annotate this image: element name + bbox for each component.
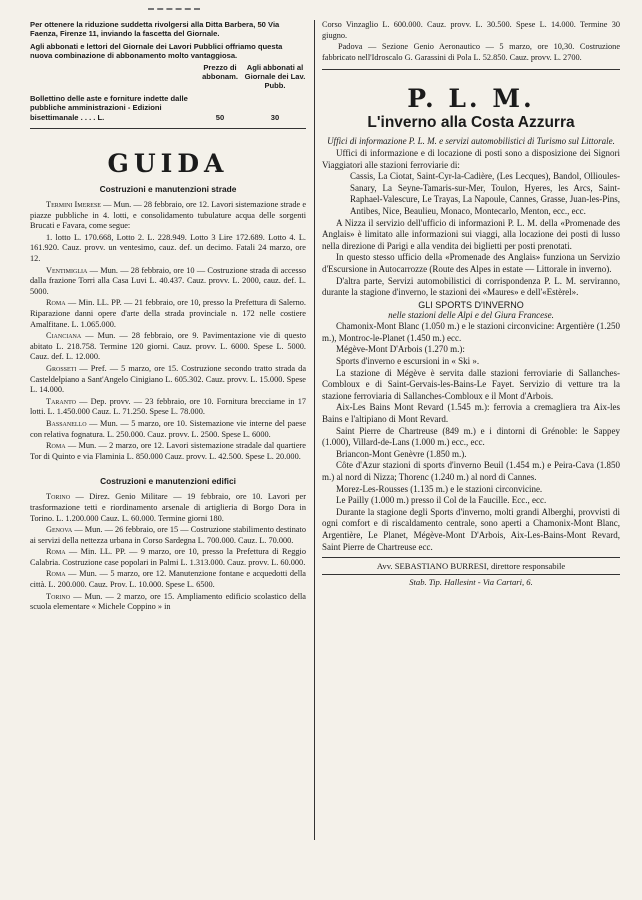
entry-text: 1. lotto L. 170.668, Lotto 2. L. 228.949. Lotto 3 Lire 172.689. Lotto 4. L. 161.920. Cauz. provv. un ventesimo, cauz. def. un decimo. Fatali 24 marzo, ore 12.: [30, 232, 306, 264]
entry-location: Roma: [46, 547, 66, 557]
guida-entry: [30, 492, 306, 524]
plm-paragraph: Sports d'inverno e escursioni in « Ski ».: [336, 356, 480, 367]
entry-text: — Mun. — 28 febbraio, ore 10 — Costruzione strada di accesso dalla frazione Torri alla Casa Luvi L. 40.437. Cauz. provv. L. 2000, cauz. def. L. 5000.: [30, 265, 306, 296]
bollettino-row: [30, 94, 306, 122]
section-title-strade: Costruzioni e manutenzioni strade: [99, 184, 237, 195]
edifici-list: [30, 492, 306, 613]
guida-entry: [30, 364, 306, 396]
plm-paragraph: Mégève-Mont D'Arbois (1.270 m.):: [336, 344, 465, 355]
entry-location: Termini Imerese: [46, 200, 101, 210]
entry-location: Roma: [46, 569, 66, 579]
newspaper-page: [30, 8, 620, 868]
section-divider-right: [322, 69, 620, 70]
guida-entry: [30, 331, 306, 363]
bollettino-label: Bollettino delle aste e forniture indette dalle pubbliche amministrazioni - Edizioni bisettimanale . . . . L.: [30, 94, 188, 122]
guida-entry: [30, 233, 306, 265]
price-header: [30, 63, 306, 90]
plm-paragraph: Morez-Les-Rousses (1.135 m.) e le stazioni circonvicine.: [336, 483, 543, 494]
entry-text: — Min. LL. PP. — 21 febbraio, ore 10, presso la Prefettura di Salerno. Riparazione danni opere d'arte della strada provinciale n. 172 nelle costiere Amalfitane. L. 1.065.000.: [30, 298, 306, 329]
plm-station-list: Cassis, La Ciotat, Saint-Cyr-la-Cadière, (Les Lecques), Bandol, Ollioules-Sanary, La Seyne-Tamaris-sur-Mer, Toulon, Hyeres, les Arcs, Saint-Raphael-Valescure, Le Trayas, La Napoule, Cannes, Grasse, Juan-les-Pins, Antibes, Nice, Beaulieu, Monaco, Montecarlo, Menton, ecc., ecc.: [350, 171, 620, 216]
price-value: 50: [215, 112, 225, 122]
entry-text: — Direz. Genio Militare — 19 febbraio, ore 10. Lavori per trasformazione tetti e riordinamento arsenale di artiglieria di Borgo Dora in Torino. L. 1.200.000 Cauz. L. 60.000. Termine giorni 180.: [30, 492, 306, 523]
entry-location: Genova: [46, 525, 73, 535]
right-column: [322, 20, 620, 587]
entry-location: Grosseti: [46, 363, 77, 373]
entry-text: — Dep. provv. — 23 febbraio, ore 10. Fornitura brecciame in 17 lotti. L. 1.450.000 Cauz. L. 71.250. Spese L. 78.000.: [30, 396, 306, 417]
guida-entry: [30, 419, 306, 440]
guida-title: GUIDA: [107, 149, 229, 179]
subscriber-value: 30: [270, 112, 280, 122]
plm-paragraph: Aix-Les Bains Mont Revard (1.545 m.): ferrovia a cremagliera tra Aix-les Bains e l'altipiano di Mont Revard.: [322, 402, 620, 425]
plm-intro: Uffici di informazione P. L. M. e servizi automobilistici di Turismo sul Littorale.: [327, 136, 615, 147]
guida-entry: [30, 266, 306, 298]
guida-entry: [30, 547, 306, 568]
subscriber-col-header: Agli abbonati al Giornale dei Lav. Pubb.: [244, 63, 306, 91]
entry-text: — Mun. — 5 marzo, ore 10. Sistemazione vie interne del paese con relativa fognatura. L. 250.000. Cauz. provv. L. 2500. Spese L. 6000.: [30, 418, 306, 439]
entry-location: Roma: [46, 441, 66, 451]
guida-entry: [30, 569, 306, 590]
section-divider: [30, 128, 306, 129]
entry-text: — Mun. — 2 marzo, ore 12. Lavori sistemazione stradale dal quartiere Tor di Quinto e via Flaminia L. 850.000 Cauz. provv. L. 42.500. Spese L. 20.000.: [30, 441, 306, 461]
sports-title: GLI SPORTS D'INVERNO: [418, 299, 524, 310]
padova-entry: Padova — Sezione Genio Aeronautico — 5 marzo, ore 10,30. Costruzione fabbricato nell'Idroscalo G. Garassini di Pola L. 52.850. Cauz. provv. L. 2700.: [322, 42, 620, 62]
director-line: Avv. SEBASTIANO BURRESI, direttore responsabile: [322, 557, 620, 575]
plm-paragraph: Briancon-Mont Genèvre (1.850 m.).: [336, 448, 467, 459]
entry-location: Ventimiglia: [46, 265, 88, 275]
plm-title: P. L. M.: [407, 84, 535, 114]
plm-paragraph: Saint Pierre de Chartreuse (849 m.) e i dintorni di Grénoble: le Sappey (1.000), Villard-de-Lans (1.000 m.) ecc., ecc.: [322, 425, 620, 448]
guida-entry: [30, 525, 306, 546]
plm-subtitle: L'inverno alla Costa Azzurra: [367, 114, 575, 132]
plm-paragraph: A Nizza il servizio dell'ufficio di informazioni P. L. M. della «Promenade des Anglais» è limitato alle informazioni sui viaggi, alla locazione dei posti di lusso nella direzione di Parigi e alla vendita dei biglietti per posti prenotati.: [322, 217, 620, 251]
guida-entry: [30, 298, 306, 330]
entry-location: Torino: [46, 492, 71, 502]
section-title-edifici: Costruzioni e manutenzioni edifici: [100, 476, 236, 487]
printer-line: Stab. Tip. Hallesint - Via Cartari, 6.: [409, 577, 533, 588]
notice-text-2: Agli abbonati e lettori del Giornale dei Lavori Pubblici offriamo questa nuova combinazione di abbonamento molto vantaggiosa.: [30, 41, 283, 60]
entry-text: — Mun. — 26 febbraio, ore 15 — Costruzione stabilimento destinato ai servizi della nettezza urbana in Corso Sardegna L. 700.000. Cauz. L. 70.000.: [30, 525, 306, 545]
plm-paragraph: Côte d'Azur stazioni di sports d'inverno Beuil (1.454 m.) e Peira-Cava (1.850 m.) al nord di Nizza; Thorenc (1.240 m.) al nord di Cannes.: [322, 460, 620, 482]
entry-text: — Pref. — 5 marzo, ore 15. Costruzione secondo tratto strada da Casteldelpiano a Sant'Angelo Cinigiano L. 605.302. Cauz. provv. L. 15.000. Spese L. 14.000.: [30, 363, 306, 395]
entry-text: — Mun. — 2 marzo, ore 15. Ampliamento edificio scolastico della scuola elementare « Michele Coppino » in: [30, 591, 306, 612]
price-col-header: Prezzo di abbonam.: [202, 63, 238, 82]
continued-entry: Corso Vinzaglio L. 600.000. Cauz. provv. L. 30.500. Spese L. 14.000. Termine 30 giugno.: [322, 20, 620, 40]
plm-paragraph: Uffici di informazione e di locazione di posti sono a disposizione dei Signori Viaggiatori alle stazioni ferroviarie di:: [322, 147, 620, 170]
top-decoration: [148, 8, 200, 10]
plm-paragraph: La stazione di Mégève è servita dalle stazioni ferroviarie di Sallanches-Combloux e di Saint-Gervais-les-Bains-Le Fayet. Servizio di vetture tra la stazione ferroviaria di Sallanches-Combloux e il Mont d'Arbois.: [322, 367, 620, 401]
guida-entry: [30, 200, 306, 232]
plm-paragraph: Chamonix-Mont Blanc (1.050 m.) e le stazioni circonvicine: Argentière (1.250 m.), Montroc-le-Planet (1.450 m.) ecc.: [322, 321, 620, 343]
strade-list: [30, 200, 306, 462]
entry-text: — Mun. — 5 marzo, ore 12. Manutenzione fontane e acquedotti della città. L. 200.000. Cauz. Prov. L. 10.000. Spese L. 6500.: [30, 569, 306, 590]
entry-text: — Mun. — 28 febbraio, ore 9. Pavimentazione vie di questo abitato L. 218.758. Termine 120 giorni. Cauz. provv. L. 6000. Spese L. 5000. Cauz. def. L. 12.000.: [30, 331, 306, 362]
column-divider: [314, 20, 315, 840]
plm-paragraph: Durante la stagione degli Sports d'inverno, molti grandi Alberghi, provvisti di ogni comfort e di riscaldamento centrale, sono aperti a Chamonix-Mont Blanc, Argentière, Le Planet, Mégève-Mont D'Arbois, Aix-Les-Bains-Mont Revard, Saint Pierre de Chartreuse ecc.: [322, 506, 620, 552]
entry-text: — Min. LL. PP. — 9 marzo, ore 10, presso la Prefettura di Reggio Calabria. Costruzione case popolari in Palmi L. 1.313.000. Cauz. provv. L. 60.000.: [30, 547, 306, 567]
guida-entry: [30, 441, 306, 462]
plm-paragraph: Le Pailly (1.000 m.) presso il Col de la Faucille. Ecc., ecc.: [336, 495, 547, 506]
sports-subtitle: nelle stazioni delle Alpi e del Giura Francese.: [388, 309, 554, 320]
entry-location: Bassanello: [46, 418, 87, 428]
entry-location: Roma: [46, 298, 66, 308]
entry-text: — Mun. — 28 febbraio, ore 12. Lavori sistemazione strade e piazze pubbliche in 4. lotti, e consolidamento tubulature acqua delle sorgenti Brucati e Favara, come segue:: [30, 200, 306, 231]
plm-paragraph: D'altra parte, Servizi automobilistici di corrispondenza P. L. M. serviranno, durante la stagione d'inverno, le stazioni dei «Maures» e dell'«Estèrel».: [322, 275, 620, 298]
notice-text-1: Per ottenere la riduzione suddetta rivolgersi alla Ditta Barbera, 50 Via Faenza, Firenze 11, inviando la fascetta del Giornale.: [30, 20, 280, 39]
plm-paragraph: In questo stesso ufficio della «Promenade des Anglais» funziona un Servizio d'Escursione in Autocarrozze (Route des Alpes in estate — Littorale in inverno).: [322, 252, 620, 274]
entry-location: Torino: [46, 591, 71, 601]
guida-entry: [30, 592, 306, 613]
guida-entry: [30, 397, 306, 418]
left-column: [30, 20, 306, 614]
entry-location: Cianciana: [46, 331, 82, 341]
entry-location: Taranto: [46, 396, 76, 406]
